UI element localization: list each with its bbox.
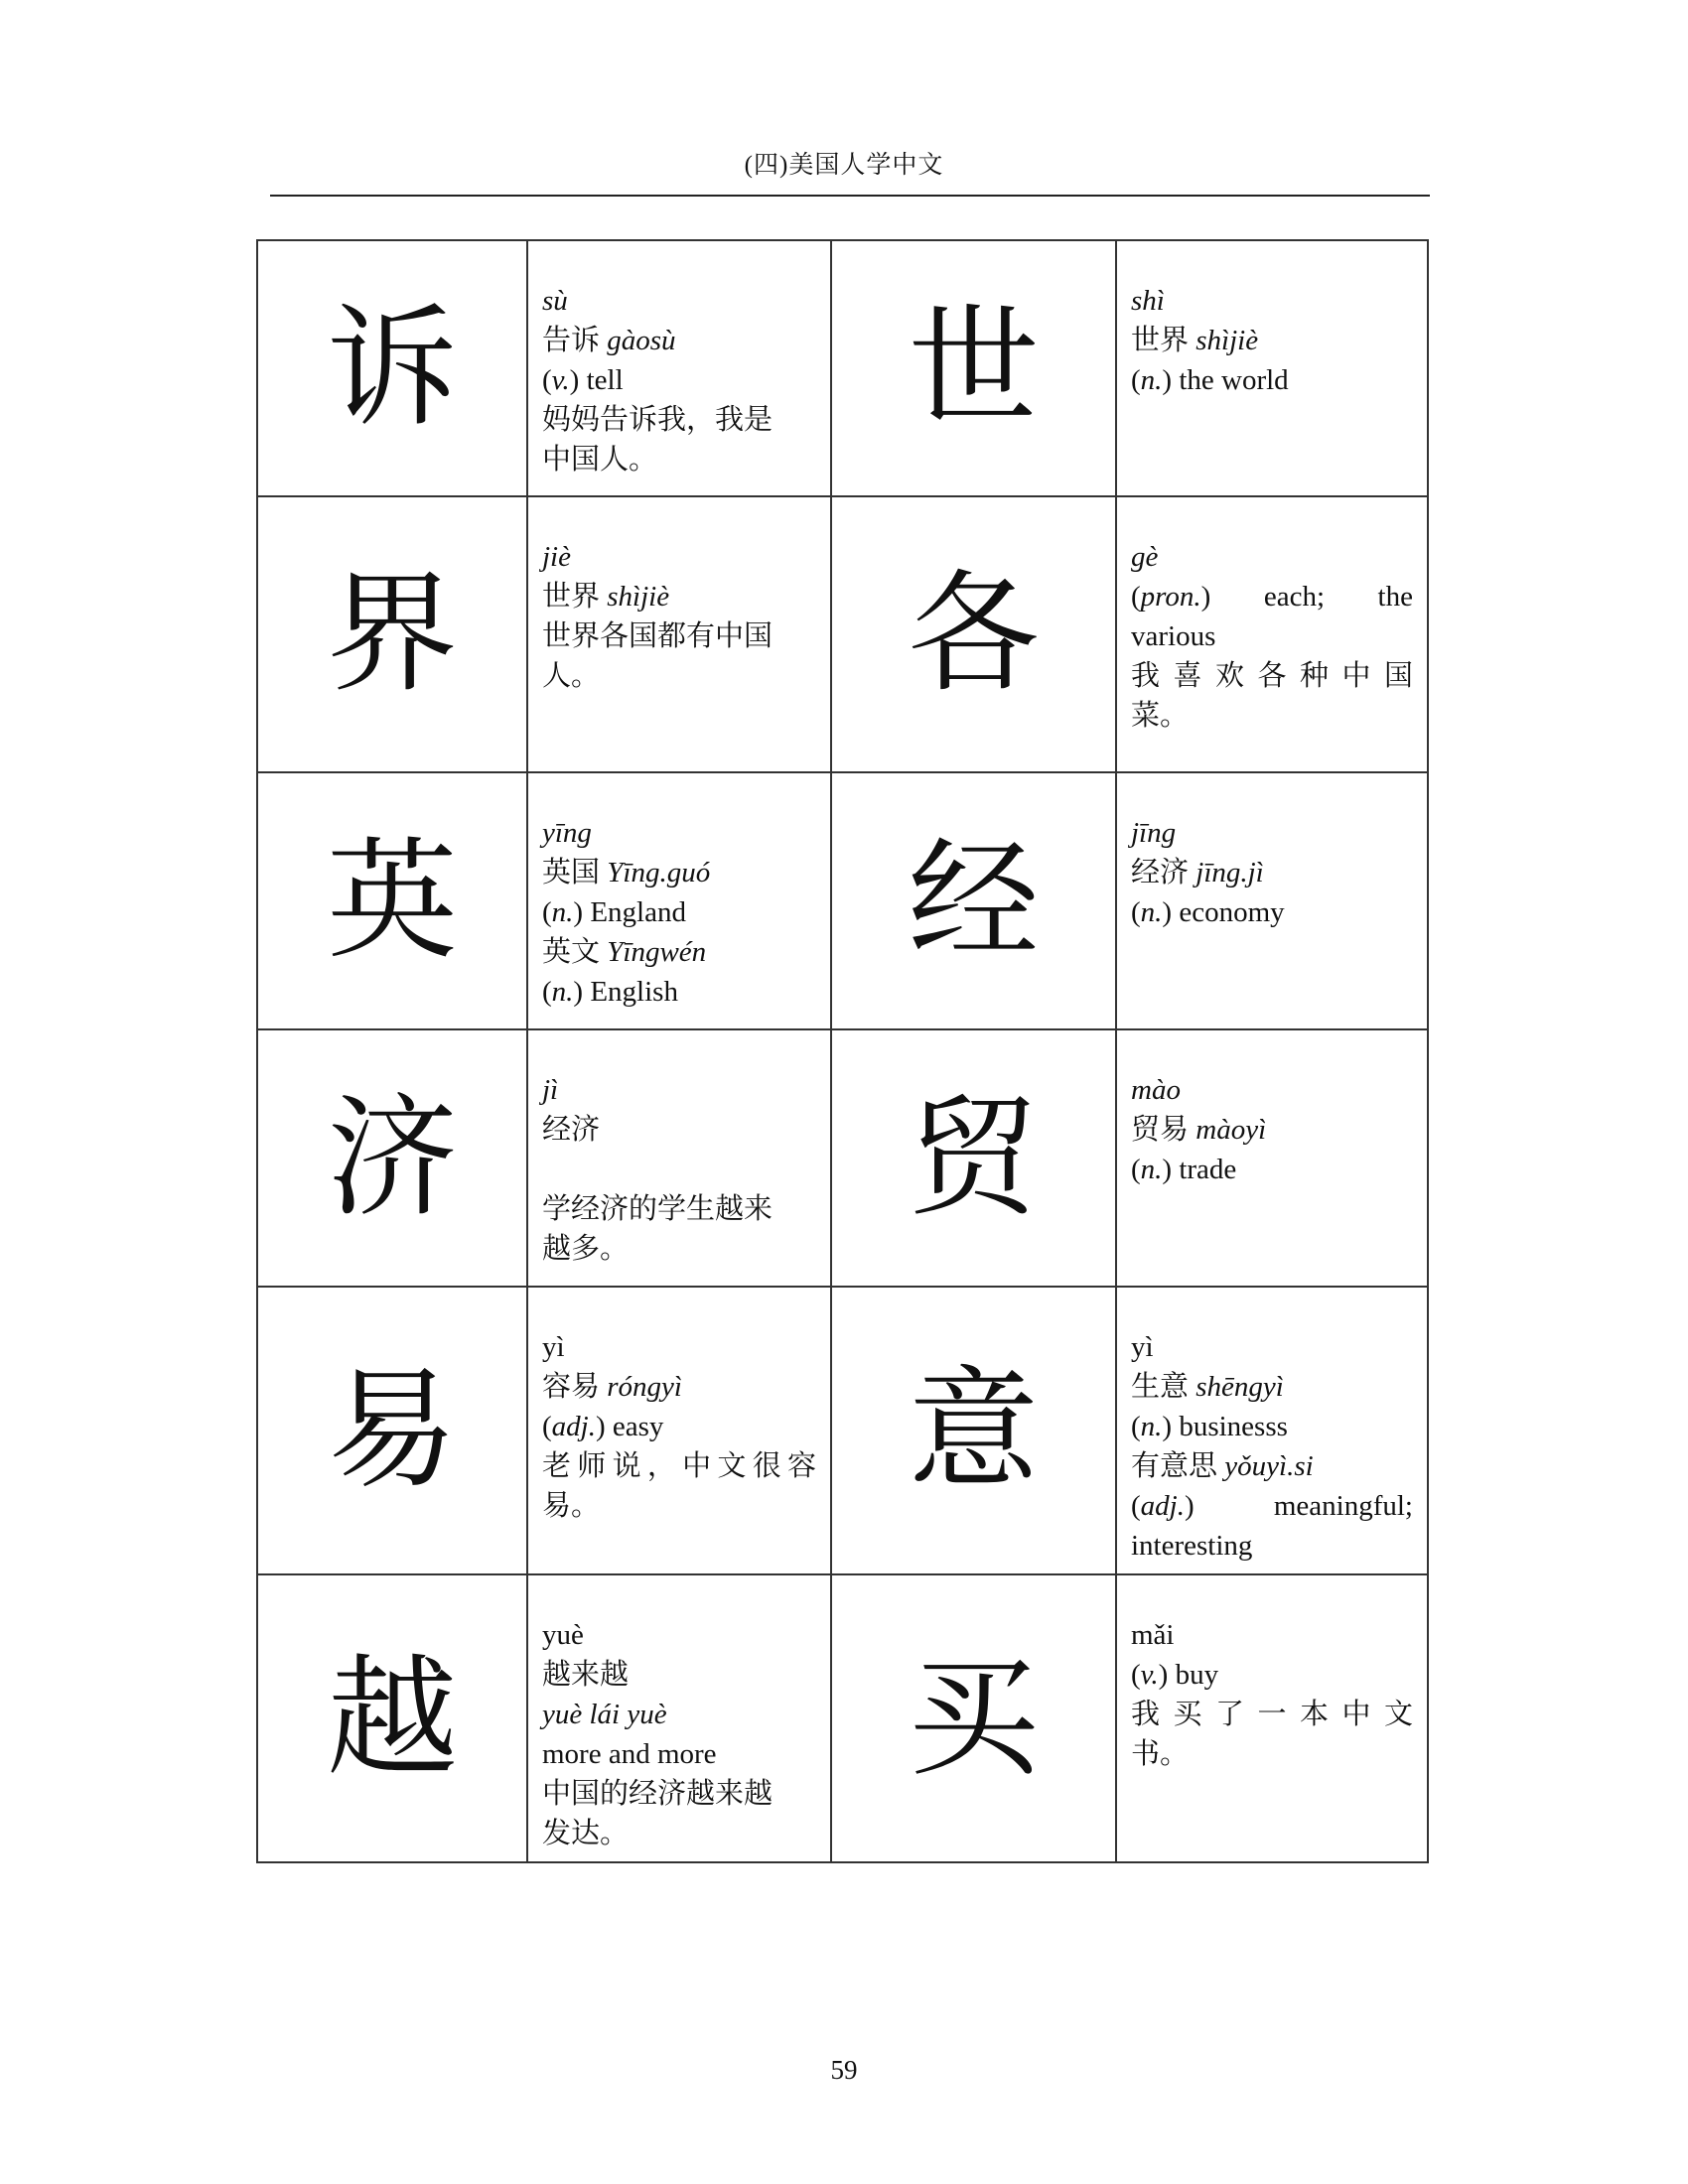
card-yi2-info <box>1116 1287 1428 1574</box>
compound-word: 经济 <box>542 1114 601 1146</box>
example-sentence: 中国的经济越来越 <box>542 1778 774 1810</box>
card-ying-info <box>527 772 831 1029</box>
character-ji: 济 <box>257 1029 527 1287</box>
card-ge-info <box>1116 496 1428 772</box>
example-sentence: 世界各国都有中国 <box>542 620 774 652</box>
card-mao-info <box>1116 1029 1428 1287</box>
example-sentence: 我买了一本中文 <box>1131 1699 1413 1730</box>
pinyin: sù <box>542 285 568 317</box>
definition-2: (n.) English <box>542 976 678 1008</box>
example-sentence-cont: 易。 <box>542 1490 601 1522</box>
definition: (n.) the world <box>1131 364 1289 396</box>
pinyin: yì <box>542 1331 565 1363</box>
definition: (v.) buy <box>1131 1659 1219 1691</box>
card-row <box>257 240 1428 496</box>
pinyin: yīng <box>542 817 592 849</box>
character-ge: 各 <box>831 496 1116 772</box>
card-yue-info <box>527 1574 831 1862</box>
character-shi: 世 <box>831 240 1116 496</box>
running-header: (四)美国人学中文 <box>744 152 944 179</box>
definition: (n.) economy <box>1131 896 1285 928</box>
pinyin: jiè <box>542 541 571 573</box>
page-number: 59 <box>830 2055 858 2085</box>
character-jing: 经 <box>831 772 1116 1029</box>
definition-2: (adj.) meaningful; <box>1131 1490 1413 1522</box>
example-sentence: 学经济的学生越来 <box>542 1193 774 1225</box>
card-jing-info <box>1116 772 1428 1029</box>
compound-word: 越来越 <box>542 1659 630 1691</box>
definition: (n.) businesss <box>1131 1411 1288 1442</box>
card-jie-info <box>527 496 831 772</box>
card-ji-info <box>527 1029 831 1287</box>
card-row <box>257 772 1428 1029</box>
character-jie: 界 <box>257 496 527 772</box>
example-sentence: 我喜欢各种中国 <box>1131 660 1413 692</box>
compound-word: 容易 róngyì <box>542 1371 682 1403</box>
compound-word: 经济 jīng.jì <box>1131 857 1264 888</box>
card-shi-info <box>1116 240 1428 496</box>
compound-word: 世界 shìjiè <box>542 581 670 613</box>
character-su: 诉 <box>257 240 527 496</box>
compound-word-2: 英文 Yīngwén <box>542 936 707 968</box>
card-row <box>257 1287 1428 1574</box>
card-row <box>257 1574 1428 1862</box>
character-ying: 英 <box>257 772 527 1029</box>
compound-word-pinyin: yuè lái yuè <box>542 1699 667 1730</box>
pinyin: mǎi <box>1131 1619 1175 1651</box>
card-yi-info <box>527 1287 831 1574</box>
pinyin: jīng <box>1131 817 1177 849</box>
example-sentence: 妈妈告诉我，我是 <box>542 404 774 436</box>
example-sentence-cont: 菜。 <box>1131 700 1190 732</box>
definition: (adj.) easy <box>542 1411 664 1442</box>
example-sentence: 老师说，中文很容 <box>542 1450 816 1482</box>
compound-word: 贸易 màoyì <box>1131 1114 1267 1146</box>
compound-word: 世界 shìjiè <box>1131 325 1259 356</box>
compound-word: 告诉 gàosù <box>542 325 676 356</box>
header-rule <box>270 195 1430 197</box>
pinyin: mào <box>1131 1074 1181 1106</box>
pinyin: yì <box>1131 1331 1154 1363</box>
character-yi: 易 <box>257 1287 527 1574</box>
definition: (n.) England <box>542 896 686 928</box>
compound-word-2: 有意思 yǒuyì.si <box>1131 1450 1314 1482</box>
example-sentence-cont: 中国人。 <box>542 444 658 476</box>
definition: (pron.) each; the <box>1131 581 1413 613</box>
example-sentence-cont: 发达。 <box>542 1818 630 1849</box>
card-mai-info <box>1116 1574 1428 1862</box>
definition-cont: various <box>1131 620 1216 652</box>
card-row <box>257 496 1428 772</box>
compound-word: 生意 shēngyì <box>1131 1371 1284 1403</box>
character-mao: 贸 <box>831 1029 1116 1287</box>
card-su-info <box>527 240 831 496</box>
pinyin: jì <box>542 1074 559 1106</box>
example-sentence-cont: 书。 <box>1131 1738 1190 1770</box>
character-mai: 买 <box>831 1574 1116 1862</box>
character-card-grid <box>256 239 1429 1863</box>
compound-word: 英国 Yīng.guó <box>542 857 711 888</box>
example-sentence-cont: 人。 <box>542 660 601 692</box>
character-yi2: 意 <box>831 1287 1116 1574</box>
example-sentence-cont: 越多。 <box>542 1233 630 1265</box>
definition: (v.) tell <box>542 364 624 396</box>
definition: more and more <box>542 1738 717 1770</box>
pinyin: shì <box>1131 285 1165 317</box>
pinyin: gè <box>1131 541 1159 573</box>
pinyin: yuè <box>542 1619 584 1651</box>
character-yue: 越 <box>257 1574 527 1862</box>
definition-2-cont: interesting <box>1131 1530 1253 1562</box>
definition: (n.) trade <box>1131 1154 1237 1185</box>
card-row <box>257 1029 1428 1287</box>
